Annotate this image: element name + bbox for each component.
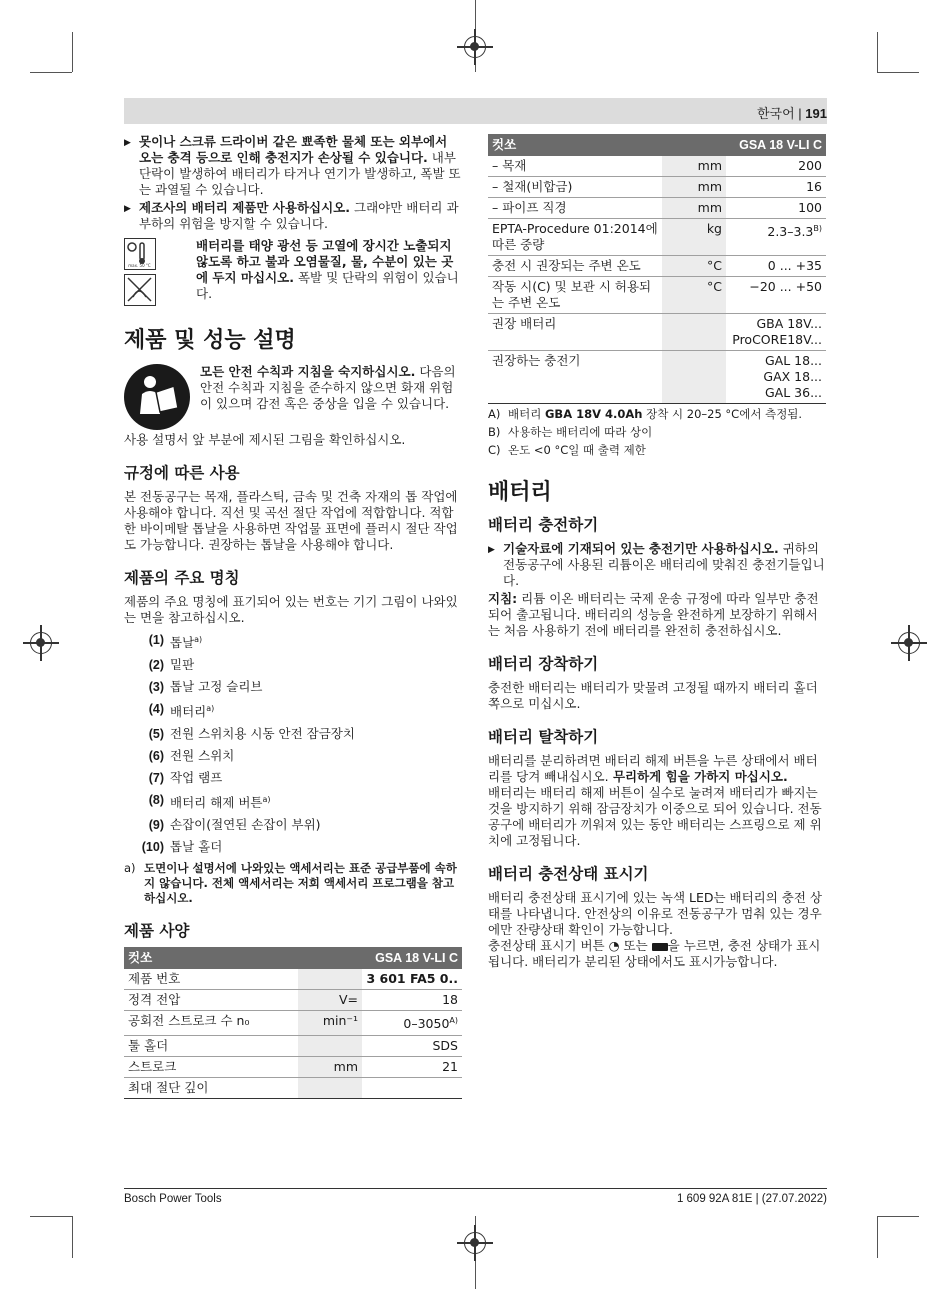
page-header: 한국어 | 191 bbox=[757, 106, 827, 121]
row-value-text: GBA 18V... ProCORE18V... bbox=[732, 316, 822, 347]
row-value-text: 100 bbox=[798, 200, 822, 215]
row-label-text: 작동 시(C) 및 보관 시 허용되는 주변 온도 bbox=[492, 279, 652, 310]
row-label-text: – 목재 bbox=[492, 158, 527, 173]
row-unit: mm bbox=[662, 177, 726, 198]
part-text: 전원 스위치 bbox=[170, 748, 235, 764]
row-label bbox=[124, 1056, 298, 1077]
row-label bbox=[488, 198, 662, 219]
row-label bbox=[488, 219, 662, 256]
row-value bbox=[362, 1077, 462, 1098]
part-item bbox=[124, 657, 462, 673]
spec-table-continued bbox=[488, 134, 826, 404]
figure-note: 사용 설명서 앞 부분에 제시된 그림을 확인하십시오. bbox=[124, 432, 406, 447]
part-label bbox=[170, 657, 194, 673]
footnote-ref: a) bbox=[206, 704, 215, 714]
part-number: (3) bbox=[148, 680, 164, 695]
sun-heat-icon bbox=[124, 238, 156, 270]
footnote-text: 배터리 GBA 18V 4.0Ah 장착 시 20–25 °C에서 측정됨. bbox=[508, 407, 803, 421]
part-text: 톱날 홀더 bbox=[170, 839, 223, 855]
footnote-key: C) bbox=[488, 443, 501, 457]
row-label-text: 스트로크 bbox=[128, 1058, 177, 1074]
warning-text: 배터리를 태양 광선 등 고열에 장시간 노출되지 않도록 하고 불과 오염물질, 물, 수분이 있는 곳에 두지 마십시오. 폭발 및 단락의 위험이 있습니다. bbox=[196, 238, 459, 301]
part-label bbox=[170, 632, 202, 651]
row-label bbox=[488, 256, 662, 277]
safety-notice bbox=[124, 364, 462, 430]
row-unit bbox=[298, 1077, 362, 1098]
part-label bbox=[170, 748, 234, 764]
row-value-text: 0 ... +35 bbox=[767, 258, 822, 273]
part-number: (10) bbox=[141, 840, 164, 855]
row-value-text: −20 ... +50 bbox=[749, 279, 822, 294]
table-row bbox=[488, 314, 826, 351]
part-number: (5) bbox=[148, 727, 164, 742]
part-item bbox=[124, 770, 462, 786]
table-row bbox=[124, 1035, 462, 1056]
safety-text: 모든 안전 수칙과 지침을 숙지하십시오. 다음의 안전 수칙과 지침을 준수하지 않으면 화재 위험이 있으며 감전 혹은 중상을 입을 수 있습니다. bbox=[200, 364, 456, 411]
table-row bbox=[124, 1011, 462, 1035]
reading-manual-icon bbox=[124, 364, 190, 430]
row-label-text: 제품 번호 bbox=[128, 971, 181, 987]
row-unit: V= bbox=[298, 990, 362, 1011]
row-value bbox=[362, 1011, 462, 1035]
registration-mark bbox=[464, 36, 486, 58]
table-row bbox=[488, 177, 826, 198]
no-water-icon bbox=[124, 274, 156, 306]
part-label bbox=[170, 726, 355, 742]
part-item bbox=[124, 839, 462, 855]
row-unit: mm bbox=[662, 156, 726, 177]
bullet-item: ▶ 제조사의 배터리 제품만 사용하십시오. 그래야만 배터리 과부하의 위험을 방지할 수 있습니다. bbox=[124, 200, 462, 232]
row-label-text: – 파이프 직경 bbox=[492, 200, 567, 215]
row-label-text: 정격 전압 bbox=[128, 992, 181, 1008]
part-number: (8) bbox=[148, 793, 164, 808]
row-value-text: 2.3–3.3 bbox=[767, 224, 814, 240]
row-unit: min⁻¹ bbox=[298, 1011, 362, 1035]
row-label-text: – 철재(비합금) bbox=[492, 179, 573, 194]
charging-title: 배터리 충전하기 bbox=[488, 516, 599, 534]
row-value bbox=[362, 990, 462, 1011]
row-unit: °C bbox=[662, 277, 726, 314]
row-value bbox=[726, 351, 826, 404]
row-value-text: 3 601 FA5 0.. bbox=[366, 971, 458, 987]
parts-list bbox=[124, 632, 462, 855]
part-text: 톱날 bbox=[170, 635, 195, 651]
row-label-text: 권장 배터리 bbox=[492, 316, 557, 331]
footnote-text: 사용하는 배터리에 따라 상이 bbox=[508, 425, 653, 439]
row-value-text: 16 bbox=[806, 179, 822, 194]
part-label bbox=[170, 817, 321, 833]
row-unit: mm bbox=[662, 198, 726, 219]
table-row bbox=[488, 351, 826, 404]
row-value bbox=[726, 314, 826, 351]
row-label bbox=[124, 990, 298, 1011]
insert-text: 충전한 배터리는 배터리가 맞물려 고정될 때까지 배터리 홀더 쪽으로 미십시오. bbox=[488, 680, 818, 711]
section-title: 제품 및 성능 설명 bbox=[124, 328, 296, 353]
footnote-key: B) bbox=[488, 425, 501, 439]
row-value bbox=[726, 256, 826, 277]
table-header bbox=[488, 134, 826, 156]
part-number: (9) bbox=[148, 818, 164, 833]
registration-mark bbox=[464, 1232, 486, 1254]
spec-table bbox=[124, 947, 462, 1098]
part-item bbox=[124, 726, 462, 742]
remove-title: 배터리 탈착하기 bbox=[488, 728, 599, 746]
registration-mark bbox=[30, 632, 52, 654]
part-text: 톱날 고정 슬리브 bbox=[170, 679, 263, 695]
use-title: 규정에 따른 사용 bbox=[124, 464, 240, 482]
part-text: 배터리 bbox=[170, 704, 207, 720]
row-value bbox=[726, 277, 826, 314]
row-label-text: 공회전 스트로크 수 n₀ bbox=[128, 1013, 250, 1029]
row-unit bbox=[662, 351, 726, 404]
bullet-item: ▶ 못이나 스크류 드라이버 같은 뾰족한 물체 또는 외부에서 오는 충격 등으로 인해 충전지가 손상될 수 있습니다. 내부 단락이 발생하여 배터리가 타거나 연기가 발생하고, 폭발 또는 과열될 수 있습니다. bbox=[124, 134, 462, 198]
footer-rule bbox=[124, 1188, 827, 1189]
footnote bbox=[488, 407, 826, 422]
row-value-text: SDS bbox=[432, 1037, 458, 1053]
table-row bbox=[488, 256, 826, 277]
row-label bbox=[124, 969, 298, 990]
charging-bullet: ▶ 기술자료에 기재되어 있는 충전기만 사용하십시오. 귀하의 전동공구에 사용된 리튬이온 배터리에 맞춰진 충전기들입니다. bbox=[488, 541, 826, 589]
part-item bbox=[124, 817, 462, 833]
part-text: 배터리 해제 버튼 bbox=[170, 795, 263, 811]
footnote-key: A) bbox=[488, 407, 501, 421]
footnote-ref: B) bbox=[813, 224, 822, 233]
table-header bbox=[124, 947, 462, 969]
table-row bbox=[488, 277, 826, 314]
part-number: (6) bbox=[148, 749, 164, 764]
row-value-text: GAL 18... GAX 18... GAL 36... bbox=[763, 353, 822, 400]
spec-title: 제품 사양 bbox=[124, 922, 190, 941]
part-item bbox=[124, 679, 462, 695]
part-label bbox=[170, 770, 222, 786]
crop-mark bbox=[72, 1216, 73, 1258]
row-label bbox=[488, 314, 662, 351]
part-number: (1) bbox=[148, 633, 164, 647]
table-row bbox=[124, 1056, 462, 1077]
part-number: (2) bbox=[148, 658, 164, 673]
table-row bbox=[488, 156, 826, 177]
row-label bbox=[124, 1035, 298, 1056]
parts-intro: 제품의 주요 명칭에 표기되어 있는 번호는 기기 그림이 나와있는 면을 참고하십시오. bbox=[124, 594, 458, 625]
row-value bbox=[362, 969, 462, 990]
use-text: 본 전동공구는 목재, 플라스틱, 금속 및 건축 자재의 톱 작업에 사용해야 합니다. 직선 및 곡선 절단 작업에 적합합니다. 적합한 바이메탈 톱날을 사용하면 작업물 표면에 플러시 절단 작업도 가능합니다. 권장하는 톱날을 사용해야 합니다. bbox=[124, 489, 458, 552]
crop-mark bbox=[877, 1216, 919, 1217]
footnote-text: 온도 <0 °C일 때 출력 제한 bbox=[508, 443, 646, 457]
row-label bbox=[124, 1011, 298, 1035]
table-head-product: 컷쏘 bbox=[488, 134, 726, 156]
crop-mark bbox=[72, 32, 73, 72]
part-label bbox=[170, 792, 271, 811]
footnote-ref: a) bbox=[194, 635, 203, 644]
insert-title: 배터리 장착하기 bbox=[488, 655, 599, 673]
part-item bbox=[124, 748, 462, 764]
part-number: (7) bbox=[148, 771, 164, 786]
crop-mark bbox=[877, 1216, 878, 1258]
row-unit: mm bbox=[298, 1056, 362, 1077]
row-value bbox=[362, 1035, 462, 1056]
header-band bbox=[124, 98, 827, 124]
row-label-text: EPTA-Procedure 01:2014에 따른 중량 bbox=[492, 221, 658, 252]
part-text: 작업 램프 bbox=[170, 770, 223, 786]
row-label bbox=[488, 351, 662, 404]
part-item bbox=[124, 792, 462, 811]
row-label-text: 최대 절단 깊이 bbox=[128, 1079, 209, 1095]
part-label bbox=[170, 839, 222, 855]
row-value-text: 18 bbox=[442, 992, 458, 1008]
row-value bbox=[726, 156, 826, 177]
part-text: 손잡이(절연된 손잡이 부위) bbox=[170, 817, 321, 833]
row-label-text: 충전 시 권장되는 주변 온도 bbox=[492, 258, 641, 273]
part-text: 밑판 bbox=[170, 657, 195, 673]
part-number: (4) bbox=[148, 702, 164, 717]
crop-mark bbox=[877, 72, 919, 73]
crop-mark bbox=[30, 1216, 72, 1217]
indicator-title: 배터리 충전상태 표시기 bbox=[488, 865, 649, 883]
row-value-text: 21 bbox=[442, 1058, 458, 1074]
crop-mark bbox=[30, 72, 72, 73]
row-label bbox=[124, 1077, 298, 1098]
row-unit bbox=[662, 314, 726, 351]
row-label bbox=[488, 156, 662, 177]
row-label bbox=[488, 277, 662, 314]
row-unit bbox=[298, 969, 362, 990]
row-unit: kg bbox=[662, 219, 726, 256]
heat-warning bbox=[124, 238, 462, 306]
footer-brand: Bosch Power Tools bbox=[124, 1193, 222, 1205]
charging-note: 지침: 리튬 이온 배터리는 국제 운송 규정에 따라 일부만 충전되어 출고됩니다. 배터리의 성능을 완전하게 보장하기 위해서는 처음 사용하기 전에 배터리를 완전히 충전하십시오. bbox=[488, 591, 819, 638]
part-item bbox=[124, 632, 462, 651]
table-row bbox=[124, 990, 462, 1011]
footnote bbox=[488, 425, 826, 440]
indicator-text: 배터리 충전상태 표시기에 있는 녹색 LED는 배터리의 충전 상태를 나타냅니다. 안전상의 이유로 전동공구가 멈춰 있는 경우에만 잔량상태 확인이 가능합니다. bbox=[488, 890, 823, 937]
parts-title: 제품의 주요 명칭 bbox=[124, 569, 240, 587]
footnote-ref: A) bbox=[449, 1016, 458, 1026]
crop-mark bbox=[877, 32, 878, 72]
row-value bbox=[362, 1056, 462, 1077]
indicator-text-2: 충전상태 표시기 버튼 ◔ 또는 을 누르면, 충전 상태가 표시됩니다. 배터리가 분리된 상태에서도 표시가능합니다. bbox=[488, 938, 821, 969]
battery-gauge-icon: ◔ bbox=[608, 938, 620, 953]
part-text: 전원 스위치용 시동 안전 잠금장치 bbox=[170, 726, 355, 742]
footnote bbox=[488, 443, 826, 458]
battery-bar-icon bbox=[652, 943, 668, 951]
table-head-model: GSA 18 V-LI C bbox=[362, 947, 462, 969]
row-label bbox=[488, 177, 662, 198]
svg-text:max. 50 °C: max. 50 °C bbox=[128, 263, 151, 268]
spec-footnotes bbox=[488, 407, 826, 458]
row-value bbox=[726, 219, 826, 256]
battery-title: 배터리 bbox=[488, 480, 552, 505]
table-head-product: 컷쏘 bbox=[124, 947, 362, 969]
footer-doc-id: 1 609 92A 81E | (27.07.2022) bbox=[676, 1193, 827, 1205]
remove-text: 배터리를 분리하려면 배터리 해제 버튼을 누른 상태에서 배터리를 당겨 빼내십시오. 무리하게 힘을 가하지 마십시오. bbox=[488, 753, 818, 784]
part-label bbox=[170, 701, 214, 720]
row-value bbox=[726, 198, 826, 219]
parts-footnote: a) 도면이나 설명서에 나와있는 액세서리는 표준 공급부품에 속하지 않습니다. 전체 액세서리는 저희 액세서리 프로그램을 참고하십시오. bbox=[124, 861, 457, 906]
table-row bbox=[488, 219, 826, 256]
registration-mark bbox=[898, 632, 920, 654]
row-unit bbox=[298, 1035, 362, 1056]
row-value bbox=[726, 177, 826, 198]
right-column bbox=[488, 134, 826, 970]
table-row bbox=[124, 969, 462, 990]
remove-text-2: 배터리는 배터리 해제 버튼이 실수로 눌려져 배터리가 빠지는 것을 방지하기 위해 잠금장치가 이중으로 되어 있습니다. 전동공구에 배터리가 끼워져 있는 동안 배터리는 스프링으로 제 위치에 고정됩니다. bbox=[488, 785, 822, 848]
row-value-text: 200 bbox=[798, 158, 822, 173]
row-label-text: 권장하는 충전기 bbox=[492, 353, 581, 368]
row-value-text: 0–3050 bbox=[403, 1016, 450, 1032]
footnote-ref: a) bbox=[262, 795, 271, 805]
table-head-model: GSA 18 V-LI C bbox=[726, 134, 826, 156]
row-label-text: 툴 홀더 bbox=[128, 1037, 169, 1053]
row-unit: °C bbox=[662, 256, 726, 277]
left-column bbox=[124, 134, 462, 1099]
part-label bbox=[170, 679, 262, 695]
part-item bbox=[124, 701, 462, 720]
table-row bbox=[488, 198, 826, 219]
table-row bbox=[124, 1077, 462, 1098]
